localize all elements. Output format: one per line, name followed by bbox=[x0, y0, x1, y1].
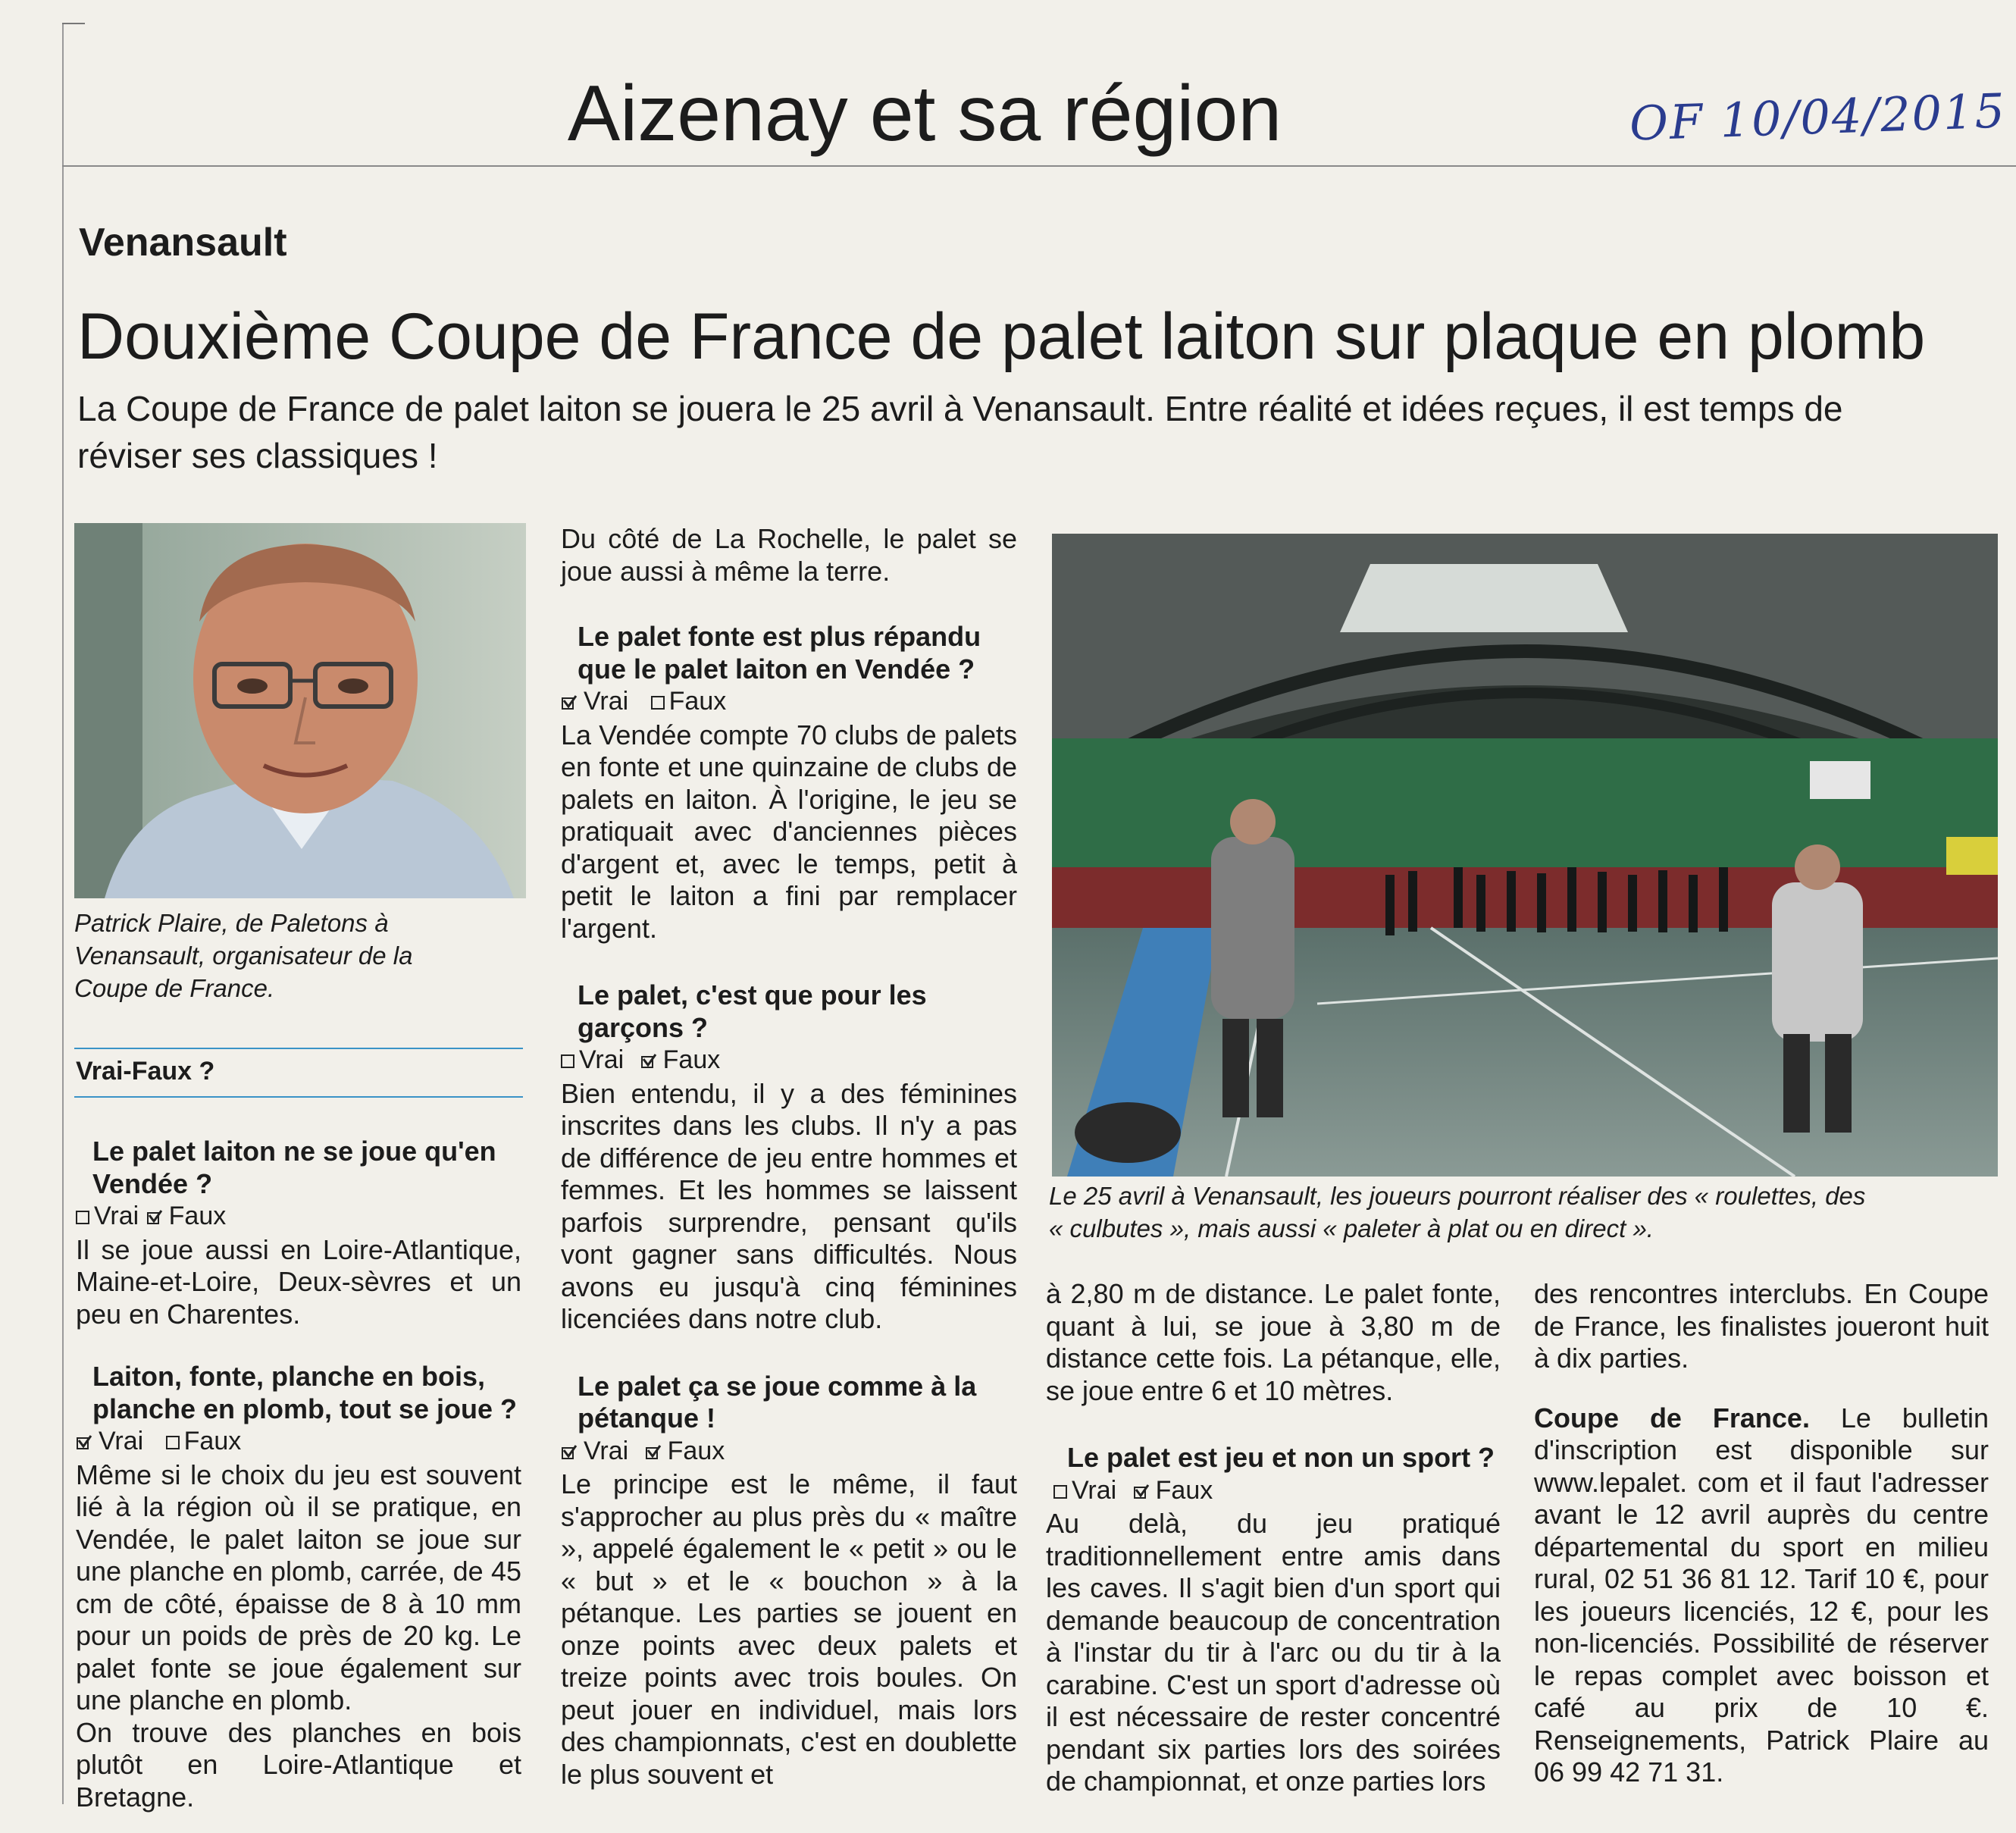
practical-info-text: Le bulletin d'inscription est disponible sur www.lepalet. com et il faut l'adresser avant le 12 avril auprès du centre départemental du sport en milieu rural, 02 51 36 81 12. Tarif 10 €, pour les joueurs licenciés, 12 €, pour les non-licenciés. Possibilité de réserver le repas complet avec boisson et café au prix de 10 €. Renseignements, Patrick Plaire au 06 99 42 71 31. bbox=[1534, 1402, 1989, 1788]
column-3-continuation: à 2,80 m de distance. Le palet fonte, quant à lui, se joue à 3,80 m de distance cette fois. La pétanque, elle, se joue entre 6 et 10 mètres. bbox=[1046, 1278, 1501, 1406]
label-faux: Faux bbox=[668, 687, 727, 716]
page-title: Aizenay et sa région bbox=[567, 70, 1282, 158]
answer-choices-6 bbox=[1046, 1474, 1501, 1507]
label-vrai: Vrai bbox=[584, 1436, 629, 1465]
lead-paragraph: La Coupe de France de palet laiton se jouera le 25 avril à Venansault. Entre réalité et idées reçues, il est temps de réviser ses classiques ! bbox=[77, 389, 1843, 475]
label-faux: Faux bbox=[1155, 1475, 1213, 1505]
checked-box-icon bbox=[1133, 1484, 1150, 1500]
label-faux: Faux bbox=[183, 1427, 242, 1455]
portrait-photo bbox=[74, 523, 526, 898]
unchecked-box-icon bbox=[76, 1211, 89, 1224]
headline: Douxième Coupe de France de palet laiton sur plaque en plomb bbox=[77, 300, 1926, 373]
column-3 bbox=[1046, 1278, 1501, 1818]
answer-4: Bien entendu, il y a des féminines inscrites dans les clubs. Il n'y a pas de différence de jeu entre hommes et femmes. Et les hommes se laissent parfois surprendre, pensant qu'ils vont gagner sans difficultés. Nous avons eu jusqu'à cinq féminines licenciées dans notre club. bbox=[561, 1077, 1017, 1334]
label-vrai: Vrai bbox=[584, 687, 629, 716]
section-label: Venansault bbox=[79, 221, 287, 265]
unchecked-box-icon bbox=[166, 1436, 180, 1449]
label-faux: Faux bbox=[662, 1045, 721, 1074]
label-vrai: Vrai bbox=[99, 1427, 144, 1455]
answer-3: La Vendée compte 70 clubs de palets en fonte et une quinzaine de clubs de palets en laiton. À l'origine, le jeu se pratiquait avec d'anciennes pièces d'argent et, avec le temps, petit à petit le laiton a fini par remplacer l'argent. bbox=[561, 719, 1017, 944]
question-1: Le palet laiton ne se joue qu'en Vendée ? bbox=[92, 1136, 496, 1199]
answer-choices-3 bbox=[561, 685, 1017, 718]
checked-box-icon bbox=[76, 1434, 92, 1451]
sports-hall-photo bbox=[1052, 534, 1998, 1177]
checked-box-icon bbox=[640, 1053, 657, 1070]
portrait-caption: Patrick Plaire, de Paletons à Venansault, organisateur de la Coupe de France. bbox=[74, 909, 413, 1002]
practical-info bbox=[1534, 1402, 1989, 1789]
left-margin-rule bbox=[62, 23, 64, 1804]
answer-choices-4 bbox=[561, 1044, 1017, 1076]
corner-tick bbox=[62, 23, 85, 24]
question-6: Le palet est jeu et non un sport ? bbox=[1067, 1442, 1495, 1473]
answer-choices-1 bbox=[76, 1200, 521, 1233]
answer-1: Il se joue aussi en Loire-Atlantique, Maine-et-Loire, Deux-sèvres et un peu en Charentes. bbox=[76, 1233, 521, 1330]
question-4: Le palet, c'est que pour les garçons ? bbox=[578, 979, 927, 1043]
column-2-intro: Du côté de La Rochelle, le palet se joue aussi à même la terre. bbox=[561, 523, 1017, 587]
question-3: Le palet fonte est plus répandu que le palet laiton en Vendée ? bbox=[578, 621, 981, 685]
unchecked-box-icon bbox=[651, 696, 665, 710]
checked-box-icon bbox=[561, 694, 578, 711]
question-2: Laiton, fonte, planche en bois, planche en plomb, tout se joue ? bbox=[92, 1361, 518, 1424]
answer-2a: Même si le choix du jeu est souvent lié à la région où il se pratique, en Vendée, le palet laiton se joue sur une planche en plomb, carrée, de 45 cm de côté, épaisse de 8 à 10 mm pour un poids de près de 20 kg. Le palet fonte se joue également sur une planche en plomb. bbox=[76, 1459, 521, 1716]
column-2 bbox=[561, 523, 1017, 1810]
sports-hall-caption: Le 25 avril à Venansault, les joueurs pourront réaliser des « roulettes, des « culbutes », mais aussi « paleter à plat ou en direct ». bbox=[1049, 1182, 1866, 1242]
answer-choices-2 bbox=[76, 1425, 521, 1458]
checked-box-icon bbox=[645, 1444, 662, 1461]
handwritten-date-note: OF 10/04/2015 bbox=[1628, 83, 2008, 152]
label-vrai: Vrai bbox=[1072, 1475, 1117, 1505]
vrai-faux-top-rule bbox=[74, 1048, 523, 1049]
checked-box-icon bbox=[561, 1444, 578, 1461]
practical-info-label: Coupe de France. bbox=[1534, 1402, 1810, 1434]
answer-6: Au delà, du jeu pratiqué traditionnellement entre amis dans les caves. Il s'agit bien d'un sport qui demande beaucoup de concentration à l'instar du tir à l'arc ou du tir à la carabine. C'est un sport d'adresse où il est nécessaire de rester concentré pendant six parties lors des soirées de championnat, et onze parties lors bbox=[1046, 1508, 1501, 1797]
unchecked-box-icon bbox=[561, 1054, 574, 1068]
answer-5: Le principe est le même, il faut s'approcher au plus près du « maître », appelé également le « petit » ou le « but » et le « bouchon » à la pétanque. Les parties se jouent en onze points avec deux palets et treize points avec trois boules. On peut jouer en individuel, mais lors des championnats, c'est en doublette le plus souvent et bbox=[561, 1468, 1017, 1790]
header-rule bbox=[62, 165, 2016, 167]
label-vrai: Vrai bbox=[94, 1202, 139, 1230]
vrai-faux-bottom-rule bbox=[74, 1096, 523, 1098]
label-faux: Faux bbox=[667, 1436, 725, 1465]
question-5: Le palet ça se joue comme à la pétanque ! bbox=[578, 1370, 977, 1434]
checked-box-icon bbox=[146, 1209, 163, 1226]
label-vrai: Vrai bbox=[579, 1045, 625, 1074]
label-faux: Faux bbox=[168, 1202, 227, 1230]
vrai-faux-title: Vrai-Faux ? bbox=[76, 1057, 215, 1086]
column-1 bbox=[76, 1136, 521, 1833]
column-4-continuation: des rencontres interclubs. En Coupe de France, les finalistes joueront huit à dix parties. bbox=[1534, 1278, 1989, 1374]
column-4 bbox=[1534, 1278, 1989, 1809]
answer-choices-5 bbox=[561, 1435, 1017, 1468]
answer-2b: On trouve des planches en bois plutôt en Loire-Atlantique et Bretagne. bbox=[76, 1716, 521, 1813]
unchecked-box-icon bbox=[1053, 1485, 1067, 1499]
